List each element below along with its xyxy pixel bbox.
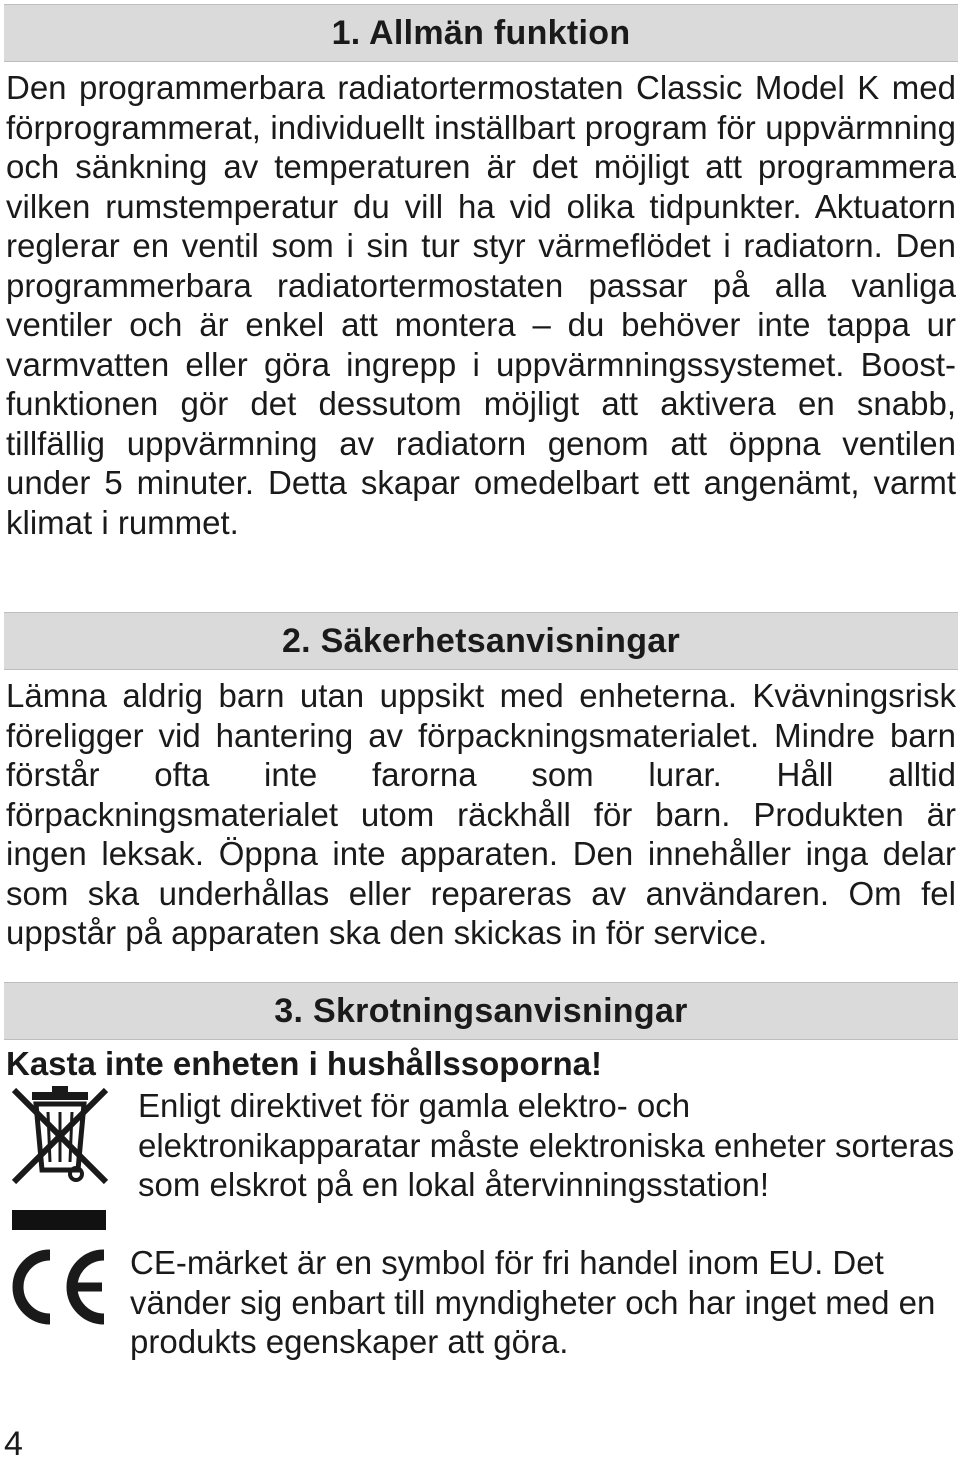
weee-text: Enligt direktivet för gamla elektro- och elektronikapparatar måste elektroniska enheter sorteras som elskrot på en lokal återvinningsstation! (138, 1087, 955, 1203)
section-header-disposal (4, 982, 958, 1040)
general-function-text: Den programmerbara radiatortermostaten Classic Model K med förprogrammerat, individuellt inställbart program för uppvärmning och sänkning av temperaturen är det möjligt att programmera vilken rumstemperatur du vill ha vid olika tidpunkter. Aktuatorn reglerar en ventil som i sin tur styr värmeflödet i radiatorn. Den programmerbara radiatortermostaten passar på alla vanliga ventiler och är enkel att montera – du behöver inte tappa ur varmvatten eller göra ingrepp i uppvärmningssystemet. Boost-funktionen gör det dessutom möjligt att aktivera en snabb, tillfällig uppvärmning av radiatorn genom att öppna ventilen under 5 minuter. Detta skapar omedelbart ett angenämt, varmt klimat i rummet. (6, 69, 956, 541)
section-title: 1. Allmän funktion (331, 13, 631, 52)
section-header-safety (4, 612, 958, 670)
section-title: 2. Säkerhetsanvisningar (281, 621, 681, 660)
ce-text: CE-märket är en symbol för fri handel inom EU. Det vänder sig enbart till myndigheter och har inget med en produkts egenskaper att göra. (130, 1244, 936, 1360)
safety-text: Lämna aldrig barn utan uppsikt med enheterna. Kvävningsrisk föreligger vid hantering av förpackningsmaterialet. Mindre barn förstår ofta inte farorna som lurar. Håll alltid förpackningsmaterialet utom räckhåll för barn. Produkten är ingen leksak. Öppna inte apparaten. Den innehåller inga delar som ska underhållas eller repareras av användaren. Om fel uppstår på apparaten ska den skickas in för service. (6, 677, 956, 951)
disposal-warning: Kasta inte enheten i hushållssoporna! (6, 1045, 602, 1082)
section-title: 3. Skrotningsanvisningar (274, 991, 688, 1030)
page-number: 4 (4, 1425, 23, 1463)
crossed-out-wheelie-bin-icon (4, 1082, 116, 1232)
ce-mark-icon (4, 1247, 112, 1327)
section-header-general-function (4, 4, 958, 62)
